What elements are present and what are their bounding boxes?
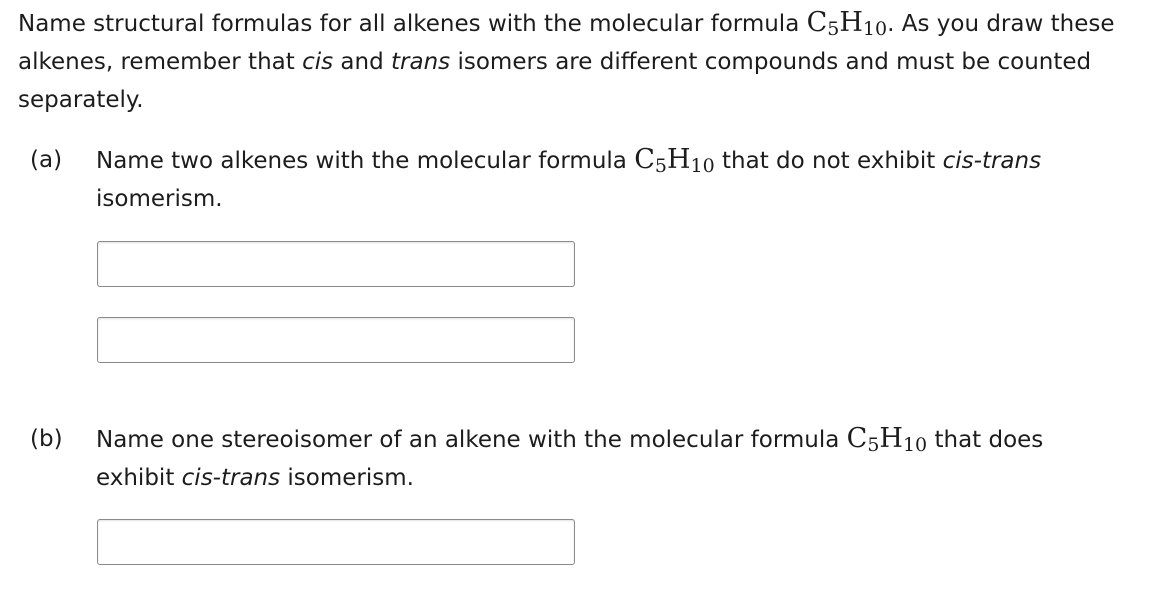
formula-carbon: C xyxy=(846,423,868,454)
part-a-answer-2-input[interactable] xyxy=(97,317,575,363)
formula-hydrogen: H xyxy=(879,423,903,454)
intro-text-1: Name structural formulas for all alkenes with the molecular formula xyxy=(18,11,807,37)
cis-trans-term: cis-trans xyxy=(942,148,1042,174)
formula-carbon-count: 5 xyxy=(654,155,667,177)
formula-hydrogen: H xyxy=(839,7,863,38)
part-b-text-3: isomerism. xyxy=(280,465,414,491)
cis-term: cis xyxy=(302,49,334,75)
trans-term: trans xyxy=(391,49,451,75)
part-a-question xyxy=(96,141,1126,218)
formula-hydrogen: H xyxy=(666,144,691,175)
formula-carbon: C xyxy=(634,144,655,175)
formula-carbon-count: 5 xyxy=(867,434,880,456)
part-b-question xyxy=(96,420,1126,497)
part-a-text-3: isomerism. xyxy=(96,186,223,212)
formula-carbon: C xyxy=(806,7,828,38)
molecular-formula xyxy=(807,7,888,38)
formula-carbon-count: 5 xyxy=(827,18,840,40)
intro-text-2: . As you draw these alkenes, remember that xyxy=(18,11,1115,75)
part-b-text-2: that does exhibit xyxy=(96,427,1044,491)
part-a-answer-1-input[interactable] xyxy=(97,241,575,287)
intro-text-4: isomers are different compounds and must be counted separately. xyxy=(18,49,1092,113)
molecular-formula xyxy=(847,423,928,454)
part-b-answer-1-input[interactable] xyxy=(97,519,575,565)
part-a-text-2: that do not exhibit xyxy=(714,148,943,174)
question-intro xyxy=(18,4,1128,119)
part-b-label: (b) xyxy=(30,426,63,452)
part-a-text-1: Name two alkenes with the molecular formula xyxy=(96,148,635,174)
intro-text-3: and xyxy=(333,49,392,75)
molecular-formula xyxy=(634,144,715,175)
formula-hydrogen-count: 10 xyxy=(902,434,928,456)
part-b-text-1: Name one stereoisomer of an alkene with the molecular formula xyxy=(96,427,847,453)
formula-hydrogen-count: 10 xyxy=(862,18,888,40)
part-a-label: (a) xyxy=(30,147,63,173)
formula-hydrogen-count: 10 xyxy=(690,155,715,177)
cis-trans-term: cis-trans xyxy=(181,465,281,491)
